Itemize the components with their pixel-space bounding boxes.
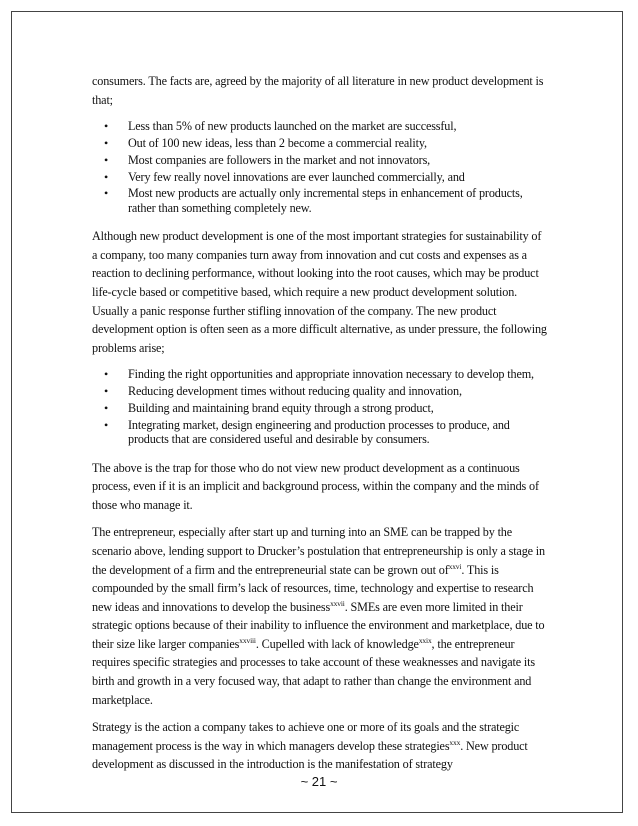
footnote-ref: xxix (418, 635, 432, 645)
paragraph-intro: consumers. The facts are, agreed by the majority of all literature in new product development is that; (92, 74, 544, 107)
list-item: • Finding the right opportunities and appropriate innovation necessary to develop them, (92, 367, 548, 381)
text-run: Strategy is the action a company takes to achieve one or more of its goals and the strategic management process is the way in which managers develop these strategies (92, 720, 520, 753)
paragraph-strategies: Although new product development is one of the most important strategies for sustainability of a company, too many companies turn away from innovation and cut costs and expenses as a reaction to declining performance, without looking into the root causes, which may be product life-cycle based or competitive based, which require a new product development solution. Usually a panic response further stifling innovation of the company. The new product development option is often seen as a more difficult alternative, as under pressure, the following problems arise; (92, 229, 547, 355)
footnote-ref: xxx (449, 737, 461, 747)
page-content (92, 72, 548, 783)
text-run: . SMEs are even more limited in their strategic options because of their inability to influence the environment and marketplace, due to their size like larger companies (92, 599, 545, 651)
text-run: . New product development as discussed in the introduction is the manifestation of strategy (92, 738, 528, 772)
list-item: • Very few really novel innovations are ever launched commercially, and (92, 170, 548, 184)
text-run: . This is compounded by the small firm’s lack of resources, time, technology and expertise to research new ideas and innovations to develop the business (92, 562, 534, 614)
list-item: • Out of 100 new ideas, less than 2 become a commercial reality, (92, 136, 548, 150)
text-run: , the entrepreneur requires specific strategies and processes to take account of these weaknesses and navigate its birth and growth in a very focused way, that adapt to rather than change the environment and marketplace. (92, 636, 535, 707)
list-item: • Reducing development times without reducing quality and innovation, (92, 384, 548, 398)
footnote-ref: xxviii (239, 635, 256, 645)
page-number: ~ 21 ~ (300, 774, 338, 789)
text-run: The entrepreneur, especially after start up and turning into an SME can be trapped by the scenario above, lending support to Drucker’s postulation that entrepreneurship is only a stage in the development of a firm and the entrepreneurial state can be grown out of (92, 525, 545, 577)
footnote-ref: xxvii (330, 598, 345, 608)
list-item: • Less than 5% of new products launched on the market are successful, (92, 119, 548, 133)
paragraph-entrepreneur (92, 523, 548, 709)
problems-list (92, 367, 548, 446)
text-run: . Cupelled with lack of knowledge (255, 636, 419, 651)
footnote-ref: xxvi (448, 561, 462, 571)
list-item: • Building and maintaining brand equity through a strong product, (92, 401, 548, 415)
paragraph-trap: The above is the trap for those who do not view new product development as a continuous process, even if it is an implicit and background process, within the company and the minds of those who manage it. (92, 460, 539, 512)
facts-list (92, 119, 548, 215)
list-item: • Integrating market, design engineering and production processes to produce, and products that are considered useful and desirable by consumers. (92, 418, 548, 447)
paragraph-strategy (92, 718, 548, 774)
list-item: • Most new products are actually only incremental steps in enhancement of products, rather than something completely new. (92, 186, 548, 215)
list-item: • Most companies are followers in the market and not innovators, (92, 153, 548, 167)
